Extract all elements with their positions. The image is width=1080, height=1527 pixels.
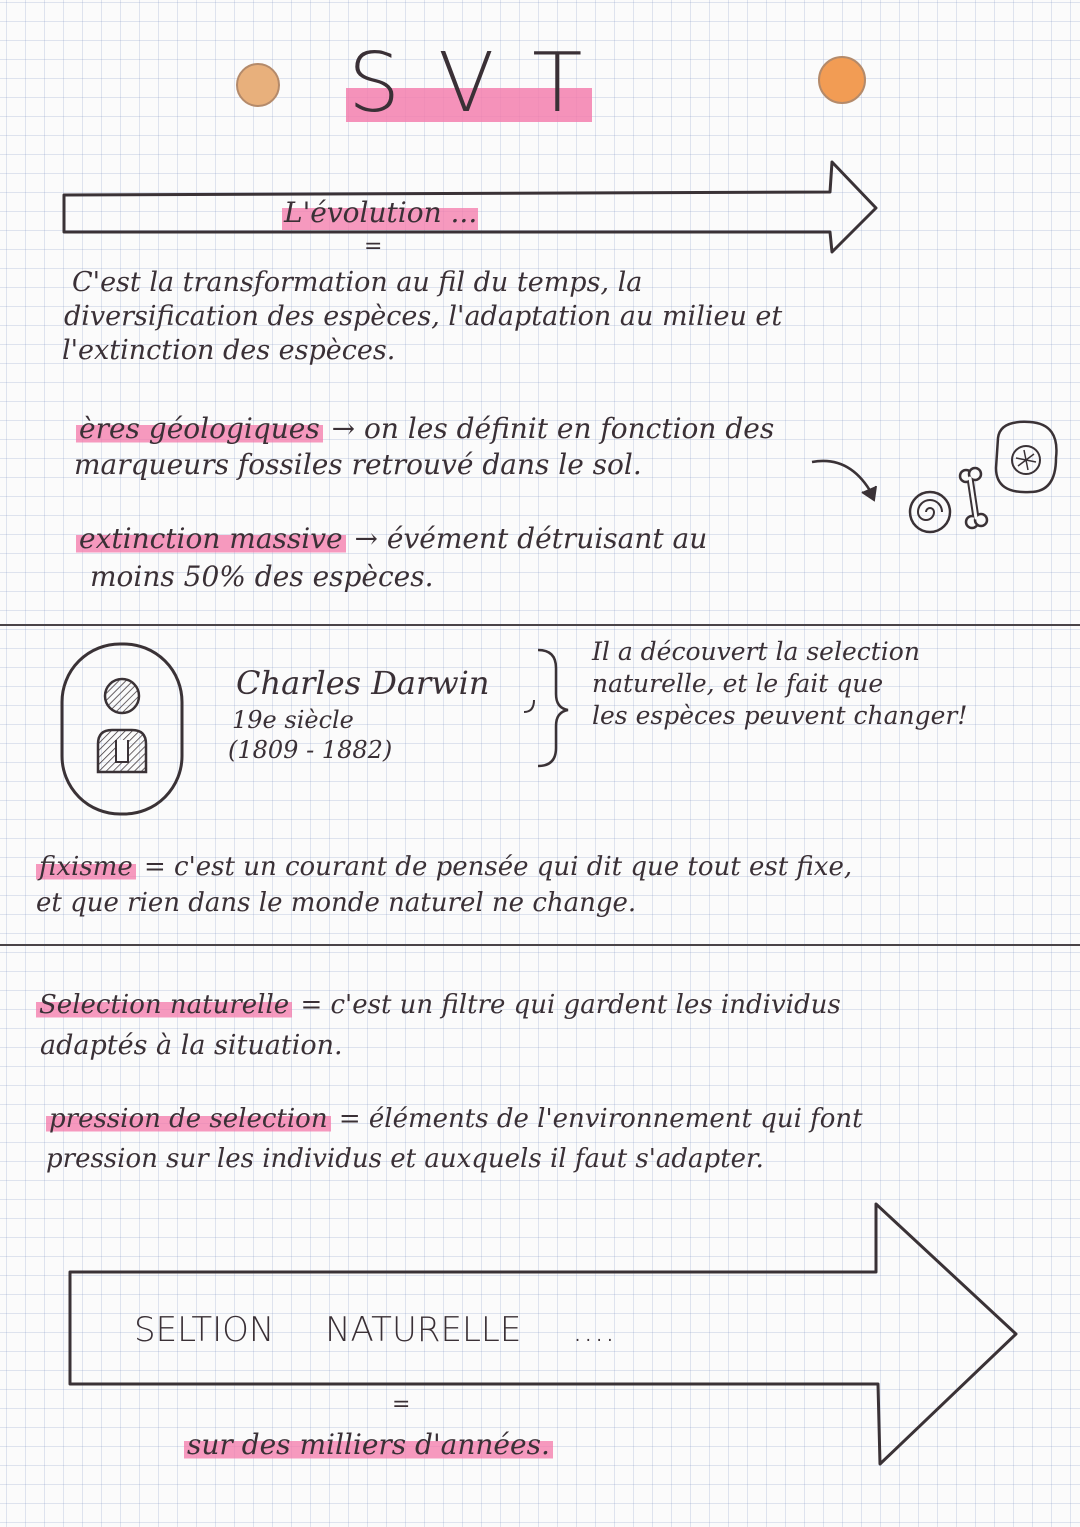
footer-text [184,1428,553,1461]
fixisme-term: fixisme [36,852,136,882]
pression-term: pression de selection [46,1104,331,1134]
selection-text-1: c'est un filtre qui gardent les individus [330,990,841,1020]
eres-term: ères géologiques [76,412,323,445]
darwin-note-line: naturelle, et le fait que [592,669,884,698]
darwin-dates: (1809 - 1882) [228,736,393,764]
selection-term: Selection naturelle [36,990,292,1020]
darwin-name: Charles Darwin [236,664,490,702]
selection-arrow-label: SELTION NATURELLE .... [134,1310,616,1350]
extinction-line-2: moins 50% des espèces. [90,560,434,593]
eres-line-2: marqueurs fossiles retrouvé dans le sol. [74,448,642,481]
eres-text-1: on les définit en fonction des [364,412,775,445]
footer-highlight: sur des milliers d'années. [184,1428,553,1461]
pression-sep: = [338,1104,361,1134]
fixisme-sep: = [143,852,166,882]
definition-line: diversification des espèces, l'adaptation au milieu et [64,301,783,332]
definition-line: l'extinction des espèces. [62,335,396,366]
equals-mark-2: = [392,1392,411,1417]
selection-line-2: adaptés à la situation. [40,1030,343,1061]
extinction-arrow: → [354,522,378,555]
definition-line: C'est la transformation au fil du temps, la [72,267,643,298]
evolution-label: L'évolution ... [284,196,478,229]
pression-text-1: éléments de l'environnement qui font [368,1104,863,1134]
darwin-note-line: les espèces peuvent changer! [592,701,968,730]
pression-line-2: pression sur les individus et auxquels il faut s'adapter. [46,1144,764,1174]
extinction-term: extinction massive [76,522,346,555]
darwin-note-line: Il a découvert la selection [592,637,920,666]
equals-mark: = [364,234,383,259]
eres-arrow: → [331,412,356,445]
selection-sep: = [300,990,323,1020]
darwin-century: 19e siècle [232,706,354,734]
page-title: S V T [348,36,589,131]
extinction-text-1: évément détruisant au [386,522,708,555]
fixisme-text-1: c'est un courant de pensée qui dit que tout est fixe, [174,852,853,882]
fixisme-line-2: et que rien dans le monde naturel ne change. [36,888,637,918]
